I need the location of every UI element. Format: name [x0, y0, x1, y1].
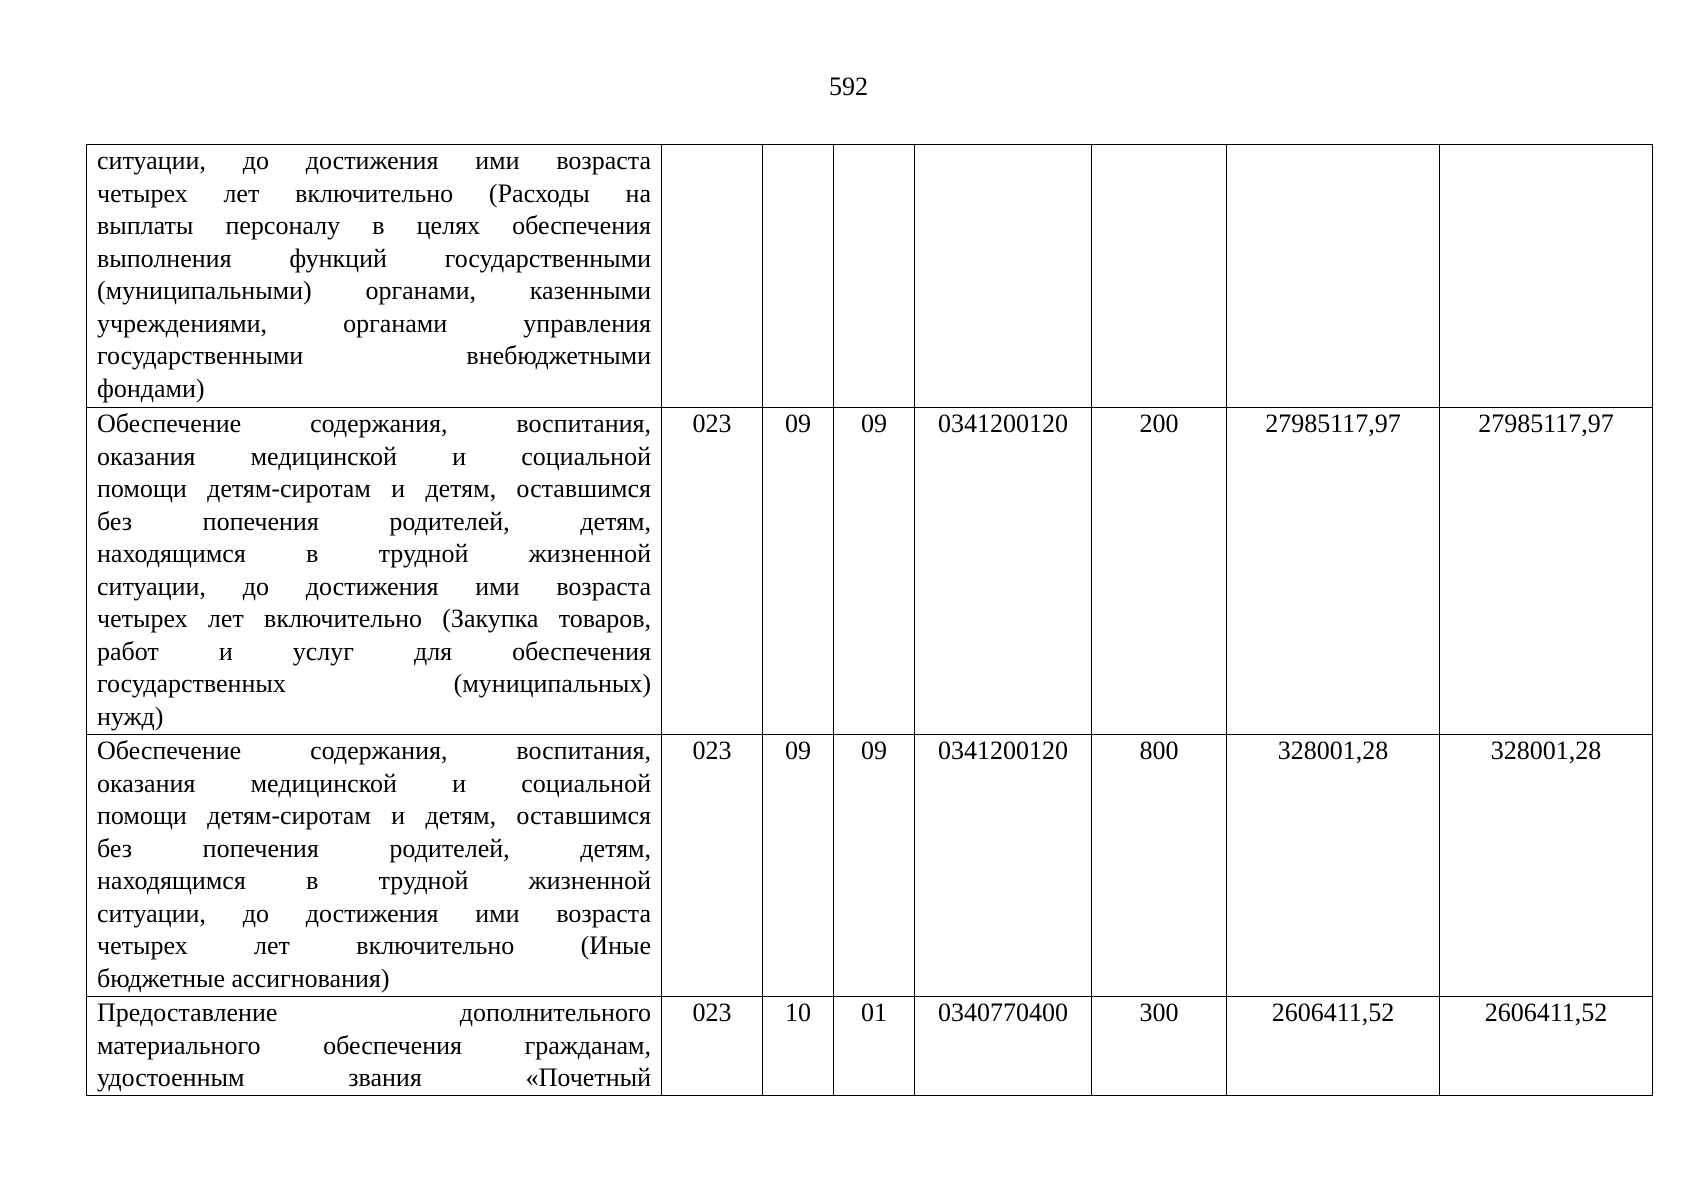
description-line: ситуации, до достижения ими возраста [97, 898, 651, 928]
cell-pr: 09 [834, 408, 915, 735]
description-line: находящимся в трудной жизненной [97, 539, 651, 568]
description-line: четырех лет включительно (Расходы на [97, 178, 651, 208]
description-line: помощи детям-сиротам и детям, оставшимся [97, 474, 651, 503]
cell-pr [834, 145, 915, 408]
cell-csr: 0341200120 [915, 735, 1092, 997]
cell-grbs [662, 145, 763, 408]
page-number: 592 [829, 72, 868, 101]
description-line: нужд) [97, 701, 164, 731]
cell-rz: 09 [763, 408, 834, 735]
table-row [87, 997, 1653, 1096]
description-line: удостоенным звания «Почетный [97, 1063, 651, 1092]
cell-sum-2 [1440, 145, 1653, 408]
budget-table [86, 144, 1653, 1096]
cell-rz: 10 [763, 997, 834, 1096]
cell-csr [915, 145, 1092, 408]
cell-pr: 01 [834, 997, 915, 1096]
description-line: оказания медицинской и социальной [97, 768, 651, 798]
cell-sum-1: 2606411,52 [1227, 997, 1440, 1096]
description-line: Обеспечение содержания, воспитания, [97, 736, 651, 765]
description-line: ситуации, до достижения ими возраста [97, 146, 651, 175]
table-row [87, 735, 1653, 997]
row-description [87, 408, 662, 735]
cell-grbs: 023 [662, 997, 763, 1096]
cell-rz [763, 145, 834, 408]
cell-sum-2: 27985117,97 [1440, 408, 1653, 735]
cell-grbs: 023 [662, 408, 763, 735]
description-line: четырех лет включительно (Иные [97, 931, 651, 960]
description-line: фондами) [97, 373, 205, 403]
row-description [87, 145, 662, 408]
description-line: ситуации, до достижения ими возраста [97, 571, 651, 601]
description-line: без попечения родителей, детям, [97, 833, 651, 863]
description-line: работ и услуг для обеспечения [97, 636, 651, 666]
description-line: материального обеспечения гражданам, [97, 1030, 651, 1060]
description-line: государственных (муниципальных) [97, 669, 651, 698]
cell-sum-1: 328001,28 [1227, 735, 1440, 997]
description-line: государственными внебюджетными [97, 341, 651, 370]
description-line: выплаты персоналу в целях обеспечения [97, 211, 651, 240]
table-row [87, 408, 1653, 735]
cell-pr: 09 [834, 735, 915, 997]
cell-sum-2: 328001,28 [1440, 735, 1653, 997]
cell-csr: 0340770400 [915, 997, 1092, 1096]
row-description [87, 997, 662, 1096]
cell-vr: 200 [1092, 408, 1227, 735]
table-row [87, 145, 1653, 408]
cell-vr [1092, 145, 1227, 408]
description-line: находящимся в трудной жизненной [97, 866, 651, 895]
description-line: Обеспечение содержания, воспитания, [97, 409, 651, 438]
cell-grbs: 023 [662, 735, 763, 997]
description-line: оказания медицинской и социальной [97, 441, 651, 471]
cell-sum-1 [1227, 145, 1440, 408]
description-line: (муниципальными) органами, казенными [97, 276, 651, 305]
cell-csr: 0341200120 [915, 408, 1092, 735]
description-line: четырех лет включительно (Закупка товаров, [97, 604, 651, 633]
cell-vr: 800 [1092, 735, 1227, 997]
cell-sum-1: 27985117,97 [1227, 408, 1440, 735]
description-line: учреждениями, органами управления [97, 308, 651, 338]
description-line: без попечения родителей, детям, [97, 506, 651, 536]
description-line: выполнения функций государственными [97, 243, 651, 273]
cell-rz: 09 [763, 735, 834, 997]
description-line: бюджетные ассигнования) [97, 963, 390, 993]
cell-sum-2: 2606411,52 [1440, 997, 1653, 1096]
description-line: Предоставление дополнительного [97, 998, 651, 1027]
cell-vr: 300 [1092, 997, 1227, 1096]
row-description [87, 735, 662, 997]
description-line: помощи детям-сиротам и детям, оставшимся [97, 801, 651, 830]
